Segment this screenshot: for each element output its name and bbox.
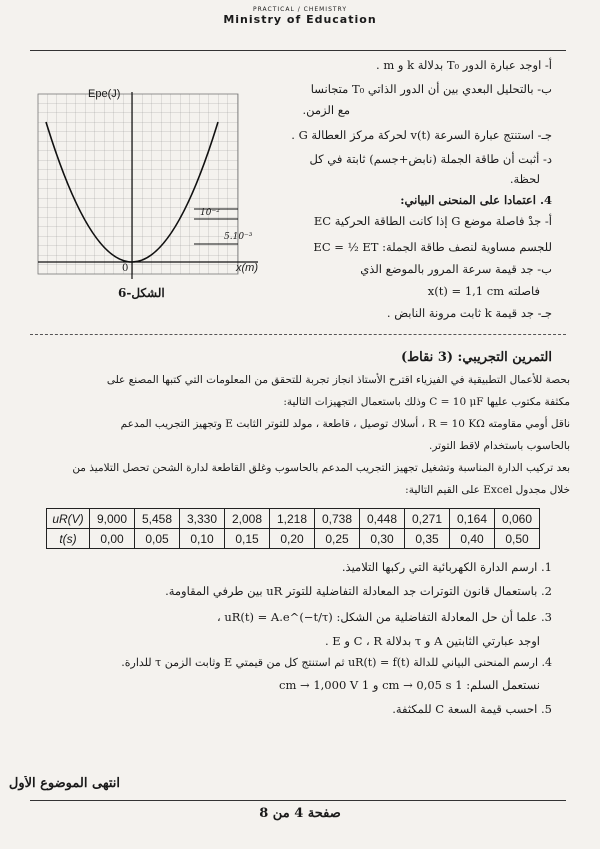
end-of-subject: انتهى الموضوع الأول — [8, 776, 120, 791]
figure-caption: الشكل-6 — [118, 286, 165, 300]
table-cell: 0,15 — [225, 529, 270, 549]
table-cell: 0,164 — [450, 509, 495, 529]
table-cell: 0,00 — [90, 529, 135, 549]
question-2: 2. باستعمال قانون التوترات جد المعادلة التفاضلية للتوتر uR بين طرفي المقاومة. — [165, 584, 552, 598]
data-table-wrapper — [46, 508, 540, 549]
header-small-text: PRACTICAL / CHEMISTRY — [252, 6, 347, 13]
question-3b-line1: ب- بالتحليل البعدي بين أن الدور الذاتي T₀ متجانسا — [310, 82, 552, 96]
figure-6 — [28, 84, 272, 294]
header-title: Ministry of Education — [223, 13, 377, 26]
table-cell: 0,25 — [315, 529, 360, 549]
table-cell: 9,000 — [90, 509, 135, 529]
y-scale-label: 10⁻² — [200, 208, 220, 218]
y-axis-label: Epe(J) — [88, 88, 121, 100]
exercise-intro-3: ناقل أومي مقاومته R = 10 KΩ ، أسلاك توصيل ، قاطعة ، مولد للتوتر الثابت E وتجهيز التجريب المدعم — [120, 418, 570, 430]
question-4a-line2: للجسم مساوية لنصف طاقة الجملة: EC = ½ ET — [313, 240, 552, 254]
question-4-line1: 4. ارسم المنحنى البياني للدالة uR(t) = f(t) ثم استنتج كل من قيمتي E وثابت الزمن τ للدارة. — [121, 656, 552, 669]
question-4-title: 4. اعتمادا على المنحنى البياني: — [400, 193, 552, 207]
question-3d-line1: د- أثبت أن طاقة الجملة (نابض+جسم) ثابتة في كل — [309, 152, 552, 166]
question-4b-line1: ب- جد قيمة سرعة المرور بالموضع الذي — [360, 262, 552, 276]
question-4-line2: نستعمل السلم: 1 cm → 0,05 s و 1 cm → 1,000 V — [279, 678, 540, 692]
table-cell: 0,448 — [360, 509, 405, 529]
section-separator — [30, 334, 566, 335]
exercise-intro-2: مكثفة مكتوب عليها C = 10 μF وذلك باستعمال التجهيزات التالية: — [283, 396, 570, 408]
table-cell: 0,20 — [270, 529, 315, 549]
table-cell: 0,271 — [405, 509, 450, 529]
question-3-line2: اوجد عبارتي الثابتين A و τ بدلالة C ، R و E . — [324, 634, 540, 648]
question-5: 5. احسب قيمة السعة C للمكثفة. — [392, 702, 552, 716]
data-table — [46, 508, 540, 549]
footer-divider — [30, 800, 566, 801]
table-cell: 0,40 — [450, 529, 495, 549]
page-header — [0, 6, 600, 26]
question-4c: جـ- جد قيمة k ثابت مرونة النابض . — [386, 306, 552, 320]
table-cell: 2,008 — [225, 509, 270, 529]
question-3c: جـ- استنتج عبارة السرعة v(t) لحركة مركز العطالة G . — [291, 128, 552, 142]
question-3d-line2: لحظة. — [509, 172, 540, 186]
table-row-voltage — [47, 509, 540, 529]
header-divider — [30, 50, 566, 51]
table-cell: 0,35 — [405, 529, 450, 549]
table-cell: 0,060 — [495, 509, 540, 529]
origin-label: 0 — [122, 263, 129, 274]
table-cell: 0,05 — [135, 529, 180, 549]
exercise-intro-4: بالحاسوب باستخدام لاقط التوتر. — [429, 440, 570, 452]
question-1: 1. ارسم الدارة الكهربائية التي ركبها التلاميذ. — [341, 560, 552, 574]
question-3-line1: 3. علما أن حل المعادلة التفاضلية من الشكل: uR(t) = A.e^(−t/τ) ، — [216, 610, 552, 624]
table-row-time — [47, 529, 540, 549]
table-cell: 0,738 — [315, 509, 360, 529]
exercise-intro-6: خلال مجدول Excel على القيم التالية: — [405, 484, 570, 496]
table-cell: 0,50 — [495, 529, 540, 549]
exercise-intro-5: بعد تركيب الدارة المناسبة وتشغيل تجهيز التجريب المدعم بالحاسوب وغلق القاطعة لدارة الشحن تحصل التلاميذ من — [72, 462, 570, 474]
table-cell: 3,330 — [180, 509, 225, 529]
table-cell: 1,218 — [270, 509, 315, 529]
question-4a-line1: أ- جدْ فاصلة موضع G إذا كانت الطاقة الحركية EC — [313, 214, 552, 228]
x-axis-label: x(m) — [236, 262, 258, 274]
page-number: صفحة 4 من 8 — [259, 806, 341, 821]
question-3b-line2: مع الزمن. — [302, 103, 350, 117]
table-cell: 0,30 — [360, 529, 405, 549]
question-4b-line2: فاصلته x(t) = 1,1 cm — [427, 284, 540, 298]
question-3a: أ- اوجد عبارة الدور T₀ بدلالة k و m . — [376, 58, 552, 72]
x-scale-label: 5.10⁻³ — [224, 232, 253, 242]
table-header-time: t(s) — [47, 529, 90, 549]
table-header-voltage: uR(V) — [47, 509, 90, 529]
table-cell: 0,10 — [180, 529, 225, 549]
exercise-title: التمرين التجريبي: (3 نقاط) — [400, 350, 552, 365]
exercise-intro-1: بحصة للأعمال التطبيقية في الفيزياء اقترح الأستاذ انجاز تجربة للتحقق من المعلومات التي كتبها المصنع على — [106, 374, 570, 386]
table-cell: 5,458 — [135, 509, 180, 529]
